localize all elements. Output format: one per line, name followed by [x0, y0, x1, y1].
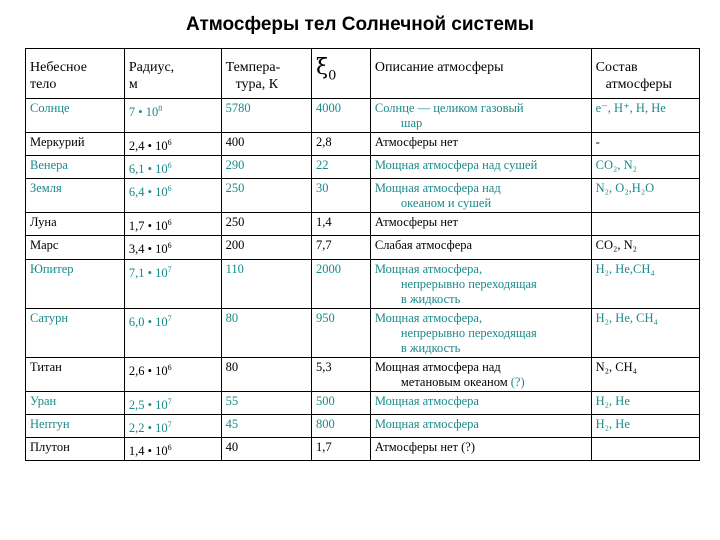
cell-description: Атмосферы нет	[370, 133, 591, 156]
cell-description: Мощная атмосфера над метановым океаном (?)	[370, 357, 591, 391]
cell-description: Мощная атмосфера, непрерывно переходящая в жидкость	[370, 259, 591, 308]
cell-radius: 2,5 • $10^7$	[124, 391, 221, 414]
table-row	[26, 414, 700, 437]
cell-body: Юпитер	[26, 259, 125, 308]
cell-xi: 7,7	[311, 236, 370, 259]
table-row	[26, 357, 700, 391]
header-description: Описание атмосферы	[370, 49, 591, 99]
table-row	[26, 133, 700, 156]
cell-composition: H₂, He, CH₄	[591, 308, 699, 357]
atmospheres-table	[25, 48, 700, 461]
cell-radius: 2,4 • $10^6$	[124, 133, 221, 156]
table-row	[26, 156, 700, 179]
cell-xi: 2000	[311, 259, 370, 308]
cell-radius: 1,4 • $10^6$	[124, 437, 221, 460]
cell-composition: e⁻, H⁺, H, He	[591, 99, 699, 133]
cell-xi: 800	[311, 414, 370, 437]
cell-temperature: 250	[221, 213, 311, 236]
table-row	[26, 437, 700, 460]
cell-composition	[591, 437, 699, 460]
header-xi: $\xi_0$	[311, 49, 370, 99]
cell-xi: 30	[311, 179, 370, 213]
cell-composition: N₂, CH₄	[591, 357, 699, 391]
cell-description: Мощная атмосфера	[370, 414, 591, 437]
cell-composition: N₂, O₂,H₂O	[591, 179, 699, 213]
cell-xi: 1,4	[311, 213, 370, 236]
cell-radius: 2,2 • $10^7$	[124, 414, 221, 437]
cell-description: Мощная атмосфера, непрерывно переходящая в жидкость	[370, 308, 591, 357]
cell-radius: 7 • $10^8$	[124, 99, 221, 133]
cell-temperature: 250	[221, 179, 311, 213]
cell-description: Атмосферы нет (?)	[370, 437, 591, 460]
cell-temperature: 200	[221, 236, 311, 259]
table-header-row	[26, 49, 700, 99]
cell-body: Уран	[26, 391, 125, 414]
cell-composition: CO₂, N₂	[591, 236, 699, 259]
cell-xi: 1,7	[311, 437, 370, 460]
cell-body: Марс	[26, 236, 125, 259]
table-body	[26, 99, 700, 461]
cell-temperature: 45	[221, 414, 311, 437]
cell-body: Меркурий	[26, 133, 125, 156]
cell-description: Мощная атмосфера над сушей	[370, 156, 591, 179]
cell-xi: 2,8	[311, 133, 370, 156]
table-row	[26, 391, 700, 414]
table-row	[26, 99, 700, 133]
cell-description: Слабая атмосфера	[370, 236, 591, 259]
cell-composition: CO₂, N₂	[591, 156, 699, 179]
cell-body: Плутон	[26, 437, 125, 460]
cell-radius: 3,4 • $10^6$	[124, 236, 221, 259]
cell-xi: 22	[311, 156, 370, 179]
cell-body: Сатурн	[26, 308, 125, 357]
cell-xi: 500	[311, 391, 370, 414]
table-row	[26, 213, 700, 236]
table-row	[26, 308, 700, 357]
table-row	[26, 259, 700, 308]
cell-temperature: 40	[221, 437, 311, 460]
cell-xi: 950	[311, 308, 370, 357]
cell-description: Солнце — целиком газовый шар	[370, 99, 591, 133]
cell-radius: 1,7 • $10^6$	[124, 213, 221, 236]
header-body: Небесное тело	[26, 49, 125, 99]
cell-temperature: 400	[221, 133, 311, 156]
cell-composition: H₂, He	[591, 414, 699, 437]
cell-description: Атмосферы нет	[370, 213, 591, 236]
header-radius: Радиус, м	[124, 49, 221, 99]
header-temperature: Темпера- тура, К	[221, 49, 311, 99]
cell-radius: 6,1 • $10^6$	[124, 156, 221, 179]
cell-composition: -	[591, 133, 699, 156]
cell-body: Солнце	[26, 99, 125, 133]
cell-composition: H₂, He,CH₄	[591, 259, 699, 308]
cell-temperature: 110	[221, 259, 311, 308]
cell-xi: 4000	[311, 99, 370, 133]
cell-temperature: 80	[221, 308, 311, 357]
cell-xi: 5,3	[311, 357, 370, 391]
cell-temperature: 80	[221, 357, 311, 391]
cell-description: Мощная атмосфера над океаном и сушей	[370, 179, 591, 213]
cell-body: Земля	[26, 179, 125, 213]
header-composition: Состав атмосферы	[591, 49, 699, 99]
cell-radius: 7,1 • $10^7$	[124, 259, 221, 308]
cell-temperature: 290	[221, 156, 311, 179]
cell-radius: 6,4 • $10^6$	[124, 179, 221, 213]
cell-temperature: 55	[221, 391, 311, 414]
cell-radius: 6,0 • $10^7$	[124, 308, 221, 357]
cell-description: Мощная атмосфера	[370, 391, 591, 414]
table-row	[26, 179, 700, 213]
cell-body: Нептун	[26, 414, 125, 437]
cell-body: Луна	[26, 213, 125, 236]
cell-body: Титан	[26, 357, 125, 391]
page-title: Атмосферы тел Солнечной системы	[185, 14, 535, 35]
table-row	[26, 236, 700, 259]
cell-body: Венера	[26, 156, 125, 179]
cell-radius: 2,6 • $10^6$	[124, 357, 221, 391]
cell-temperature: 5780	[221, 99, 311, 133]
cell-composition: H₂, He	[591, 391, 699, 414]
cell-composition	[591, 213, 699, 236]
